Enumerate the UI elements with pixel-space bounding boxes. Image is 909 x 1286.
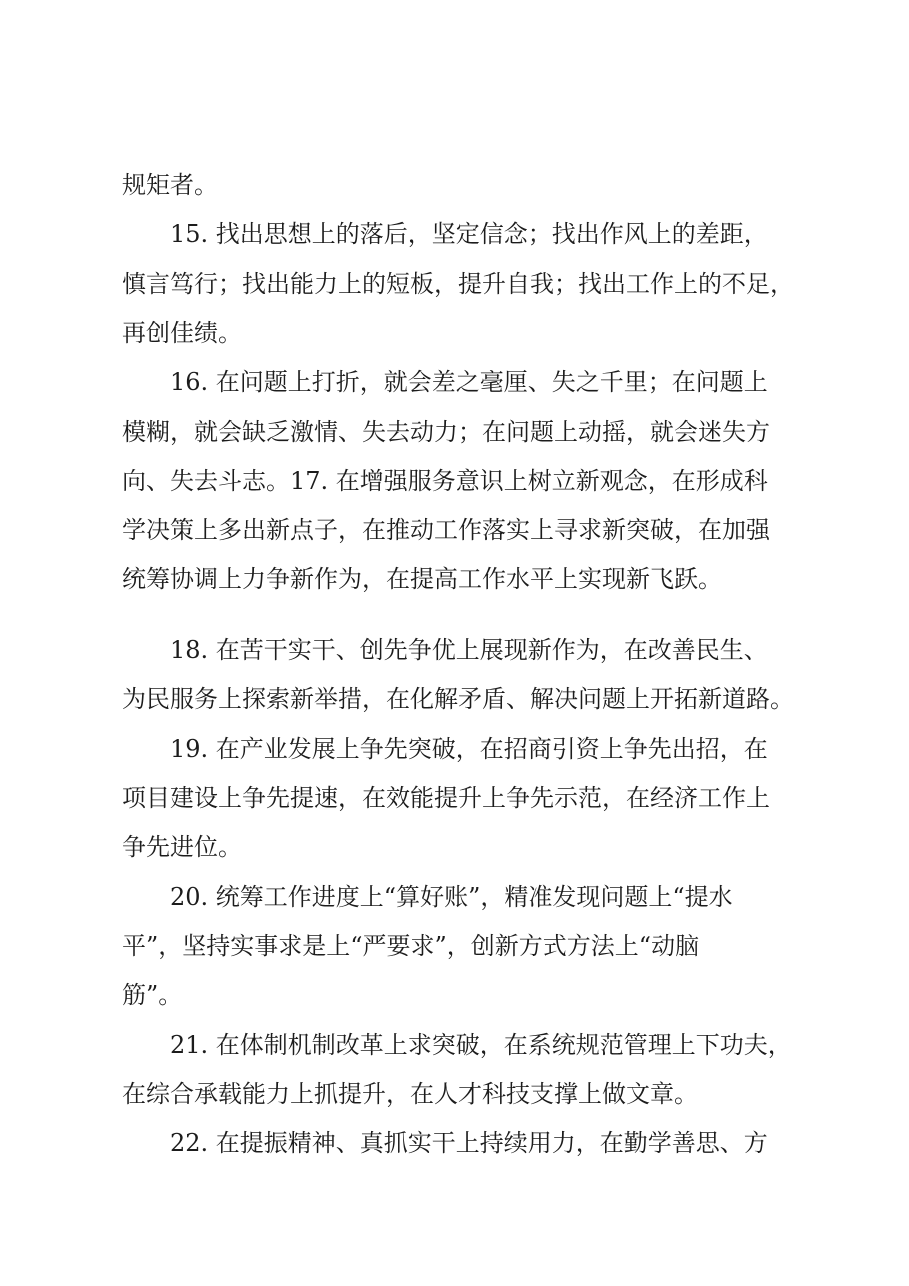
text-line: 19. 在产业发展上争先突破，在招商引资上争先出招，在 — [170, 735, 768, 763]
text-line: 在综合承载能力上抓提升，在人才科技支撑上做文章。 — [122, 1080, 698, 1108]
text-line: 平”，坚持实事求是上“严要求”，创新方式方法上“动脑 — [122, 932, 700, 960]
text-line: 16. 在问题上打折，就会差之毫厘、失之千里；在问题上 — [170, 368, 768, 396]
text-line: 规矩者。 — [122, 171, 218, 199]
text-line: 22. 在提振精神、真抓实干上持续用力，在勤学善思、方 — [170, 1129, 768, 1157]
text-line: 争先进位。 — [122, 833, 242, 861]
text-line: 向、失去斗志。17. 在增强服务意识上树立新观念，在形成科 — [122, 467, 768, 495]
text-line: 再创佳绩。 — [122, 319, 242, 347]
text-line: 15. 找出思想上的落后，坚定信念；找出作风上的差距， — [170, 220, 768, 248]
text-line: 为民服务上探索新举措，在化解矛盾、解决问题上开拓新道路。 — [122, 685, 794, 713]
text-line: 项目建设上争先提速，在效能提升上争先示范，在经济工作上 — [122, 784, 770, 812]
text-line: 20. 统筹工作进度上“算好账”，精准发现问题上“提水 — [170, 883, 733, 911]
text-line: 统筹协调上力争新作为，在提高工作水平上实现新飞跃。 — [122, 565, 722, 593]
text-line: 模糊，就会缺乏激情、失去动力；在问题上动摇，就会迷失方 — [122, 418, 770, 446]
text-line: 18. 在苦干实干、创先争优上展现新作为，在改善民生、 — [170, 636, 768, 664]
text-line: 21. 在体制机制改革上求突破，在系统规范管理上下功夫， — [170, 1031, 792, 1059]
text-line: 筋”。 — [122, 981, 183, 1009]
text-line: 慎言笃行；找出能力上的短板，提升自我；找出工作上的不足， — [122, 270, 794, 298]
text-line: 学决策上多出新点子，在推动工作落实上寻求新突破，在加强 — [122, 516, 770, 544]
